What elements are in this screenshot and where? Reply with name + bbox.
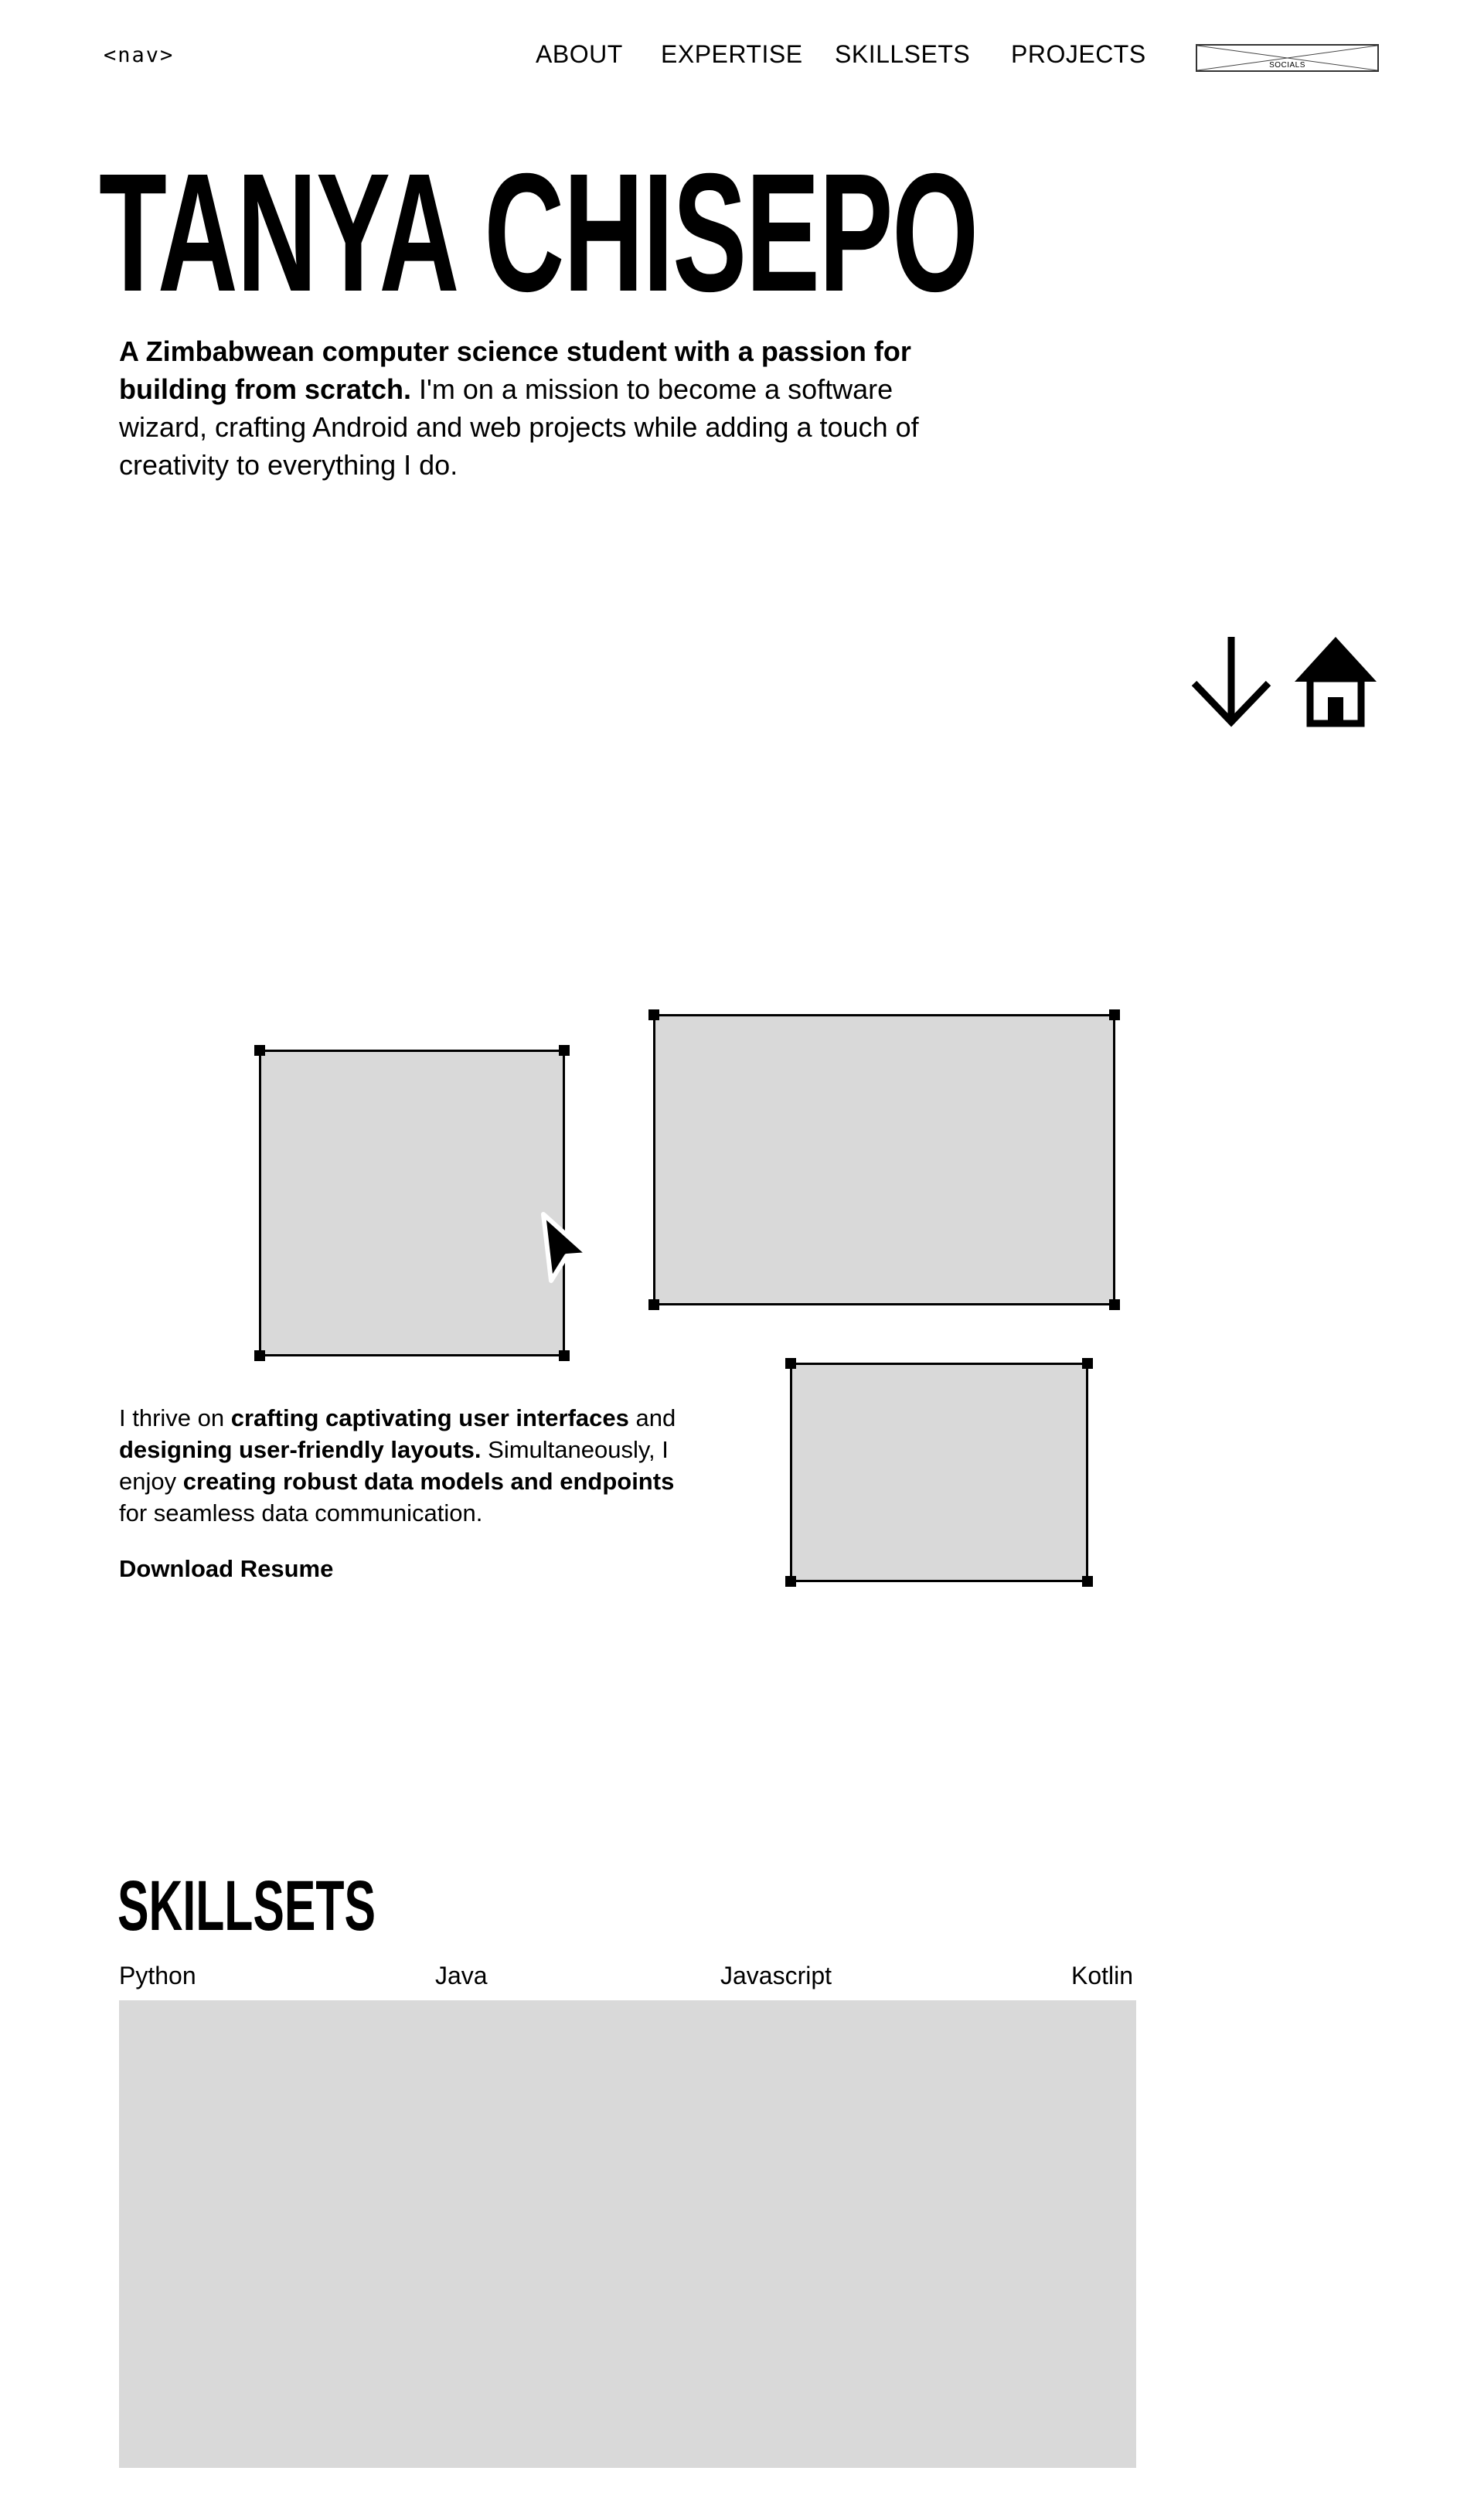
about-text-2: and [628,1404,676,1431]
about-strong-2: designing user-friendly layouts. [119,1436,482,1463]
skill-tab-python[interactable]: Python [119,1962,196,1989]
image-placeholder-1 [259,1050,565,1356]
about-text-1: I thrive on [119,1404,231,1431]
about-paragraph [119,1402,706,1529]
resize-handle[interactable] [1109,1299,1120,1310]
about-strong-1: crafting captivating user interfaces [230,1404,629,1431]
resize-handle[interactable] [648,1009,659,1020]
download-resume-link[interactable]: Download Resume [119,1555,334,1582]
about-strong-3: creating robust data models and endpoints [182,1468,675,1495]
hero-title: TANYA CHISEPO [99,139,978,327]
nav-link-about[interactable]: ABOUT [536,40,623,68]
hero-description [119,332,977,484]
arrow-down-icon[interactable] [1190,635,1272,728]
resize-handle[interactable] [648,1299,659,1310]
socials-button[interactable] [1196,44,1379,72]
nav-link-skillsets[interactable]: SKILLSETS [835,40,971,68]
nav-link-expertise[interactable]: EXPERTISE [661,40,803,68]
skillsets-title: SKILLSETS [117,1867,376,1945]
hero-description-strong: A Zimbabwean computer science student with a passion for building from scratch. [119,335,911,405]
resize-handle[interactable] [559,1350,570,1361]
cursor-pointer-icon [537,1210,593,1287]
socials-label: SOCIALS [1269,61,1305,70]
resize-handle[interactable] [785,1358,796,1369]
image-placeholder-3 [790,1363,1088,1582]
home-icon[interactable] [1293,635,1378,728]
resize-handle[interactable] [1082,1358,1093,1369]
resize-handle[interactable] [559,1045,570,1056]
skills-content-panel [119,2000,1136,2468]
skill-tab-kotlin[interactable]: Kotlin [1071,1962,1134,1989]
skill-tab-javascript[interactable]: Javascript [720,1962,832,1989]
hero-description-rest: I'm on a mission to become a software wizard, crafting Android and web projects while adding a touch of creativity to everything I do. [119,373,919,481]
about-text-4: for seamless data communication. [119,1499,483,1526]
resize-handle[interactable] [1082,1576,1093,1587]
nav-tag: <nav> [104,43,175,67]
resize-handle[interactable] [254,1045,265,1056]
resize-handle[interactable] [254,1350,265,1361]
nav-link-projects[interactable]: PROJECTS [1011,40,1146,68]
resize-handle[interactable] [785,1576,796,1587]
skill-tab-java[interactable]: Java [435,1962,488,1989]
resize-handle[interactable] [1109,1009,1120,1020]
image-placeholder-2 [653,1014,1115,1305]
about-text-3: Simultaneously, I enjoy [119,1436,669,1495]
